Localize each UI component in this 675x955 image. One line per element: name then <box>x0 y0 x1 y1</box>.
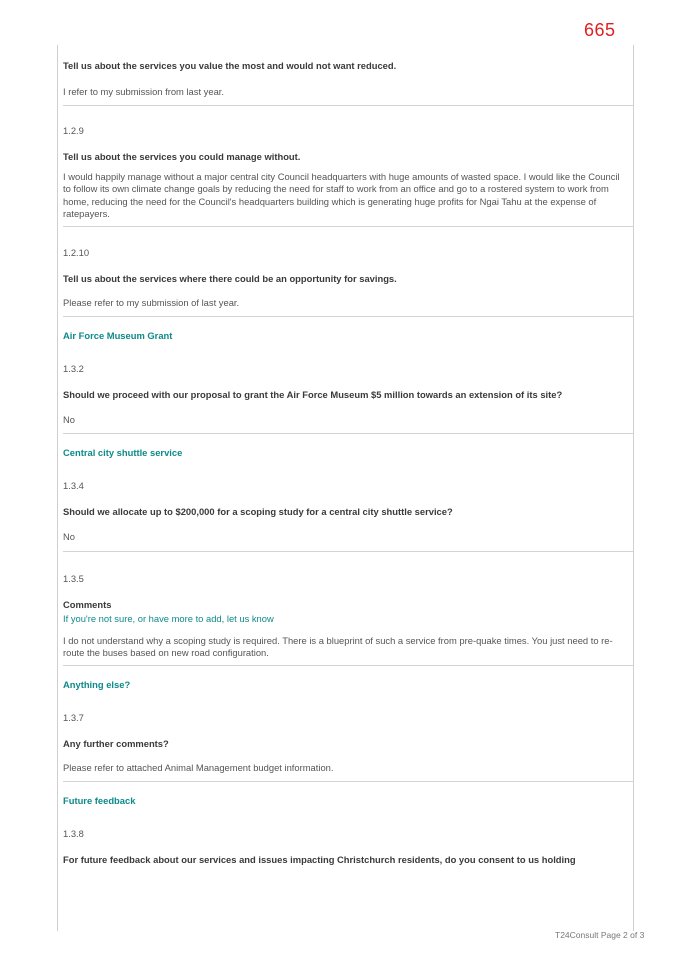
section-title-air-force-museum: Air Force Museum Grant <box>63 329 173 341</box>
comments-hint: If you're not sure, or have more to add, let us know <box>63 612 274 624</box>
question-number-1-3-4: 1.3.4 <box>63 480 84 492</box>
question-number-1-3-8: 1.3.8 <box>63 827 84 839</box>
answer-services-manage-without: I would happily manage without a major central city Council headquarters with huge amounts of wasted space. I would like the Council to follow its own climate change goals by reducing the need for staff to work from an office and go to a rostered system to work from home, reducing the need for the Council's headquarters building which is generating huge profits for Ngai Tahu at the expense of ratepayers. <box>63 170 620 220</box>
section-title-future-feedback: Future feedback <box>63 794 136 806</box>
question-shuttle-scoping-study: Should we allocate up to $200,000 for a scoping study for a central city shuttle service? <box>63 506 453 518</box>
page-number: 665 <box>584 20 616 40</box>
answer-services-valued: I refer to my submission from last year. <box>63 86 224 97</box>
question-savings-opportunity: Tell us about the services where there could be an opportunity for savings. <box>63 272 397 284</box>
question-number-1-3-2: 1.3.2 <box>63 362 84 374</box>
question-services-manage-without: Tell us about the services you could manage without. <box>63 150 301 162</box>
question-air-force-museum: Should we proceed with our proposal to grant the Air Force Museum $5 million towards an extension of its site? <box>63 388 563 400</box>
submission-content <box>57 45 634 931</box>
question-number-1-2-9: 1.2.9 <box>63 124 84 136</box>
answer-shuttle-scoping-study: No <box>63 531 75 543</box>
answer-comments: I do not understand why a scoping study is required. There is a blueprint of such a service from pre-quake times. You just need to re-route the buses based on new road configuration. <box>63 634 613 659</box>
question-number-1-3-5: 1.3.5 <box>63 572 84 584</box>
question-comments: Comments <box>63 598 112 610</box>
answer-air-force-museum: No <box>63 413 75 425</box>
question-services-valued: Tell us about the services you value the most and would not want reduced. <box>63 60 397 71</box>
page-footer: T24Consult Page 2 of 3 <box>555 930 645 940</box>
question-further-comments: Any further comments? <box>63 737 169 749</box>
answer-savings-opportunity: Please refer to my submission of last year. <box>63 296 240 308</box>
question-number-1-2-10: 1.2.10 <box>63 246 90 258</box>
section-title-shuttle-service: Central city shuttle service <box>63 447 183 459</box>
question-future-feedback-consent: For future feedback about our services and issues impacting Christchurch residents, do you consent to us holding <box>63 853 576 865</box>
question-number-1-3-7: 1.3.7 <box>63 711 84 723</box>
answer-further-comments: Please refer to attached Animal Management budget information. <box>63 761 334 773</box>
section-title-anything-else: Anything else? <box>63 678 131 690</box>
